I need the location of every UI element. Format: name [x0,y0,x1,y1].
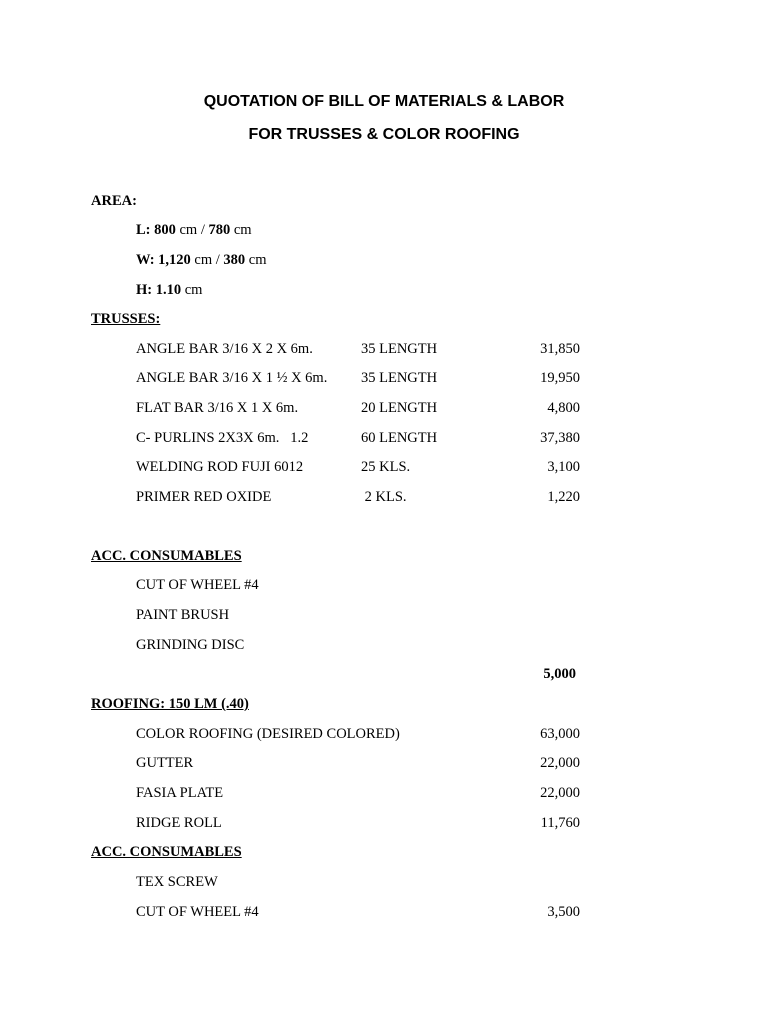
area-width-unit-1: cm / [194,252,220,268]
document-title: QUOTATION OF BILL OF MATERIALS & LABOR [203,93,565,110]
item-description: ANGLE BAR 3/16 X 2 X 6m. [136,341,313,357]
area-height-label: H: [136,282,153,298]
area-height [136,281,202,299]
area-height-unit: cm [184,282,203,298]
item-description: WELDING ROD FUJI 6012 [136,459,304,475]
area-height-value: 1.10 [155,282,182,298]
area-width [136,251,267,269]
item-description: PRIMER RED OXIDE [136,489,272,505]
item-description: C- PURLINS 2X3X 6m. 1.2 [136,430,309,446]
area-length-unit-2: cm [233,222,252,238]
item-price: 1,220 [547,489,580,505]
item-description: ANGLE BAR 3/16 X 1 ½ X 6m. [136,370,328,386]
item-quantity: 20 LENGTH [361,400,438,416]
area-heading: AREA: [91,193,137,209]
item-quantity: 2 KLS. [361,489,407,505]
item-price: 63,000 [540,726,580,742]
item-description: COLOR ROOFING (DESIRED COLORED) [136,726,400,742]
item-description: GUTTER [136,755,194,771]
consumables-heading: ACC. CONSUMABLES [91,844,242,860]
item-description: FLAT BAR 3/16 X 1 X 6m. [136,400,299,416]
consumables-total: 5,000 [543,666,576,682]
item-description: FASIA PLATE [136,785,224,801]
area-length-unit-1: cm / [179,222,205,238]
item-description: CUT OF WHEEL #4 [136,904,259,920]
item-price: 4,800 [547,400,580,416]
item-quantity: 35 LENGTH [361,370,438,386]
item-quantity: 60 LENGTH [361,430,438,446]
area-length [136,221,252,239]
area-width-value-1: 1,120 [158,252,191,268]
area-length-value-2: 780 [208,222,231,238]
trusses-heading: TRUSSES: [91,311,161,327]
item-description: GRINDING DISC [136,637,245,653]
item-price: 3,500 [547,904,580,920]
item-price: 19,950 [540,370,580,386]
item-price: 3,100 [547,459,580,475]
area-width-unit-2: cm [248,252,267,268]
document-subtitle: FOR TRUSSES & COLOR ROOFING [248,126,520,143]
item-description: RIDGE ROLL [136,815,222,831]
item-description: TEX SCREW [136,874,218,890]
item-price: 11,760 [540,815,580,831]
item-price: 22,000 [540,755,580,771]
area-width-label: W: [136,252,155,268]
roofing-heading: ROOFING: 150 LM (.40) [91,696,249,712]
item-description: PAINT BRUSH [136,607,230,623]
item-quantity: 35 LENGTH [361,341,438,357]
area-length-value-1: 800 [154,222,176,238]
area-length-label: L: [136,222,151,238]
item-price: 37,380 [540,430,580,446]
item-price: 31,850 [540,341,580,357]
item-price: 22,000 [540,785,580,801]
area-width-value-2: 380 [223,252,246,268]
consumables-heading: ACC. CONSUMABLES [91,548,242,564]
item-description: CUT OF WHEEL #4 [136,577,259,593]
item-quantity: 25 KLS. [361,459,411,475]
